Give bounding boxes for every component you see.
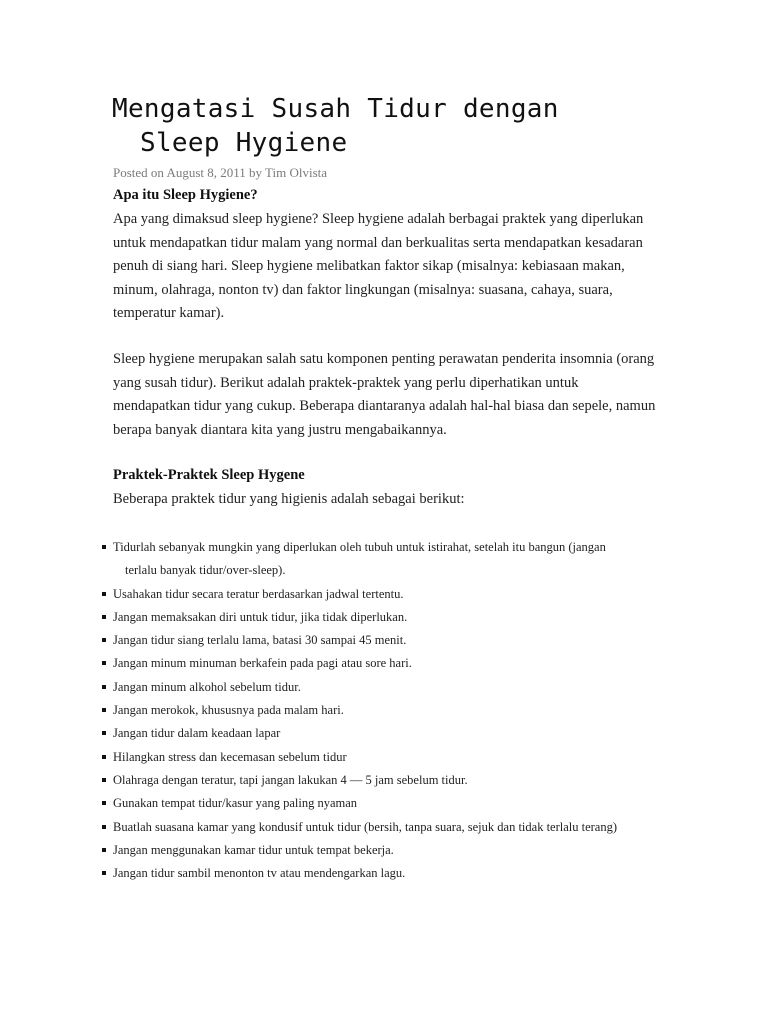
list-item <box>102 676 662 699</box>
bullet-marker <box>102 871 106 875</box>
practices-intro: Beberapa praktek tidur yang higienis adalah sebagai berikut: <box>113 491 465 507</box>
bullet-marker <box>102 731 106 735</box>
paragraph-insomnia: Sleep hygiene merupakan salah satu komponen penting perawatan penderita insomnia (orang yang susah tidur). Berikut adalah praktek-praktek yang perlu diperhatikan untuk mendapatkan tidur yang cukup. Beberapa diantaranya adalah hal-hal biasa dan sepele, namun berapa banyak diantara kita yang justru mengabaikannya. <box>113 351 656 438</box>
list-item <box>102 769 662 792</box>
bullet-marker <box>102 685 106 689</box>
bullet-marker <box>102 615 106 619</box>
list-item-text: Hilangkan stress dan kecemasan sebelum tidur <box>113 749 347 764</box>
list-item-text: Jangan memaksakan diri untuk tidur, jika tidak diperlukan. <box>113 609 408 624</box>
list-item <box>102 816 662 839</box>
paragraph-definition: Apa yang dimaksud sleep hygiene? Sleep hygiene adalah berbagai praktek yang diperlukan untuk mendapatkan tidur malam yang normal dan berkualitas serta mendapatkan kesadaran penuh di siang hari. Sleep hygiene melibatkan faktor sikap (misalnya: kebiasaan makan, minum, olahraga, nonton tv) dan faktor lingkungan (misalnya: suasana, cahaya, suara, temperatur kamar). <box>113 211 644 321</box>
list-item-text: Jangan minum minuman berkafein pada pagi atau sore hari. <box>113 656 412 671</box>
list-item <box>102 583 662 606</box>
bullet-marker <box>102 848 106 852</box>
list-item-text: Jangan merokok, khususnya pada malam hari. <box>113 703 344 718</box>
page-title <box>112 92 672 160</box>
list-item <box>102 699 662 722</box>
list-item-text: Jangan minum alkohol sebelum tidur. <box>113 679 301 694</box>
bullet-marker <box>102 545 106 549</box>
list-item-text: Gunakan tempat tidur/kasur yang paling nyaman <box>113 796 358 811</box>
list-item <box>102 746 662 769</box>
bullet-marker <box>102 801 106 805</box>
list-item-text: Olahraga dengan teratur, tapi jangan lakukan 4 — 5 jam sebelum tidur. <box>113 772 468 787</box>
list-item-text: Jangan menggunakan kamar tidur untuk tempat bekerja. <box>113 842 394 857</box>
post-meta: Posted on August 8, 2011 by Tim Olvista <box>113 165 328 180</box>
bullet-marker <box>102 661 106 665</box>
list-item-continuation: terlalu banyak tidur/over-sleep). <box>125 563 286 578</box>
list-item <box>102 722 662 745</box>
list-item <box>102 839 662 862</box>
list-item <box>102 652 662 675</box>
practices-list <box>102 536 662 885</box>
bullet-marker <box>102 778 106 782</box>
bullet-marker <box>102 708 106 712</box>
list-item-text: Usahakan tidur secara teratur berdasarkan jadwal tertentu. <box>113 586 404 601</box>
list-item <box>102 606 662 629</box>
list-item-text: Jangan tidur sambil menonton tv atau mendengarkan lagu. <box>113 866 406 881</box>
bullet-marker <box>102 592 106 596</box>
list-item <box>102 862 662 885</box>
bullet-marker <box>102 638 106 642</box>
list-item <box>102 536 662 583</box>
title-line-2: Sleep Hygiene <box>140 128 348 158</box>
bullet-marker <box>102 755 106 759</box>
bullet-marker <box>102 825 106 829</box>
list-item-text: Buatlah suasana kamar yang kondusif untuk tidur (bersih, tanpa suara, sejuk dan tidak terlalu terang) <box>113 819 618 834</box>
list-item <box>102 792 662 815</box>
list-item <box>102 629 662 652</box>
section-heading-what-is: Apa itu Sleep Hygiene? <box>113 187 258 203</box>
title-line-1: Mengatasi Susah Tidur dengan <box>112 94 559 124</box>
list-item-text: Jangan tidur siang terlalu lama, batasi 30 sampai 45 menit. <box>113 633 407 648</box>
list-item-text: Jangan tidur dalam keadaan lapar <box>113 726 281 741</box>
section-heading-practices: Praktek-Praktek Sleep Hygene <box>113 467 305 483</box>
list-item-text: Tidurlah sebanyak mungkin yang diperlukan oleh tubuh untuk istirahat, setelah itu bangun (jangan <box>113 540 606 554</box>
